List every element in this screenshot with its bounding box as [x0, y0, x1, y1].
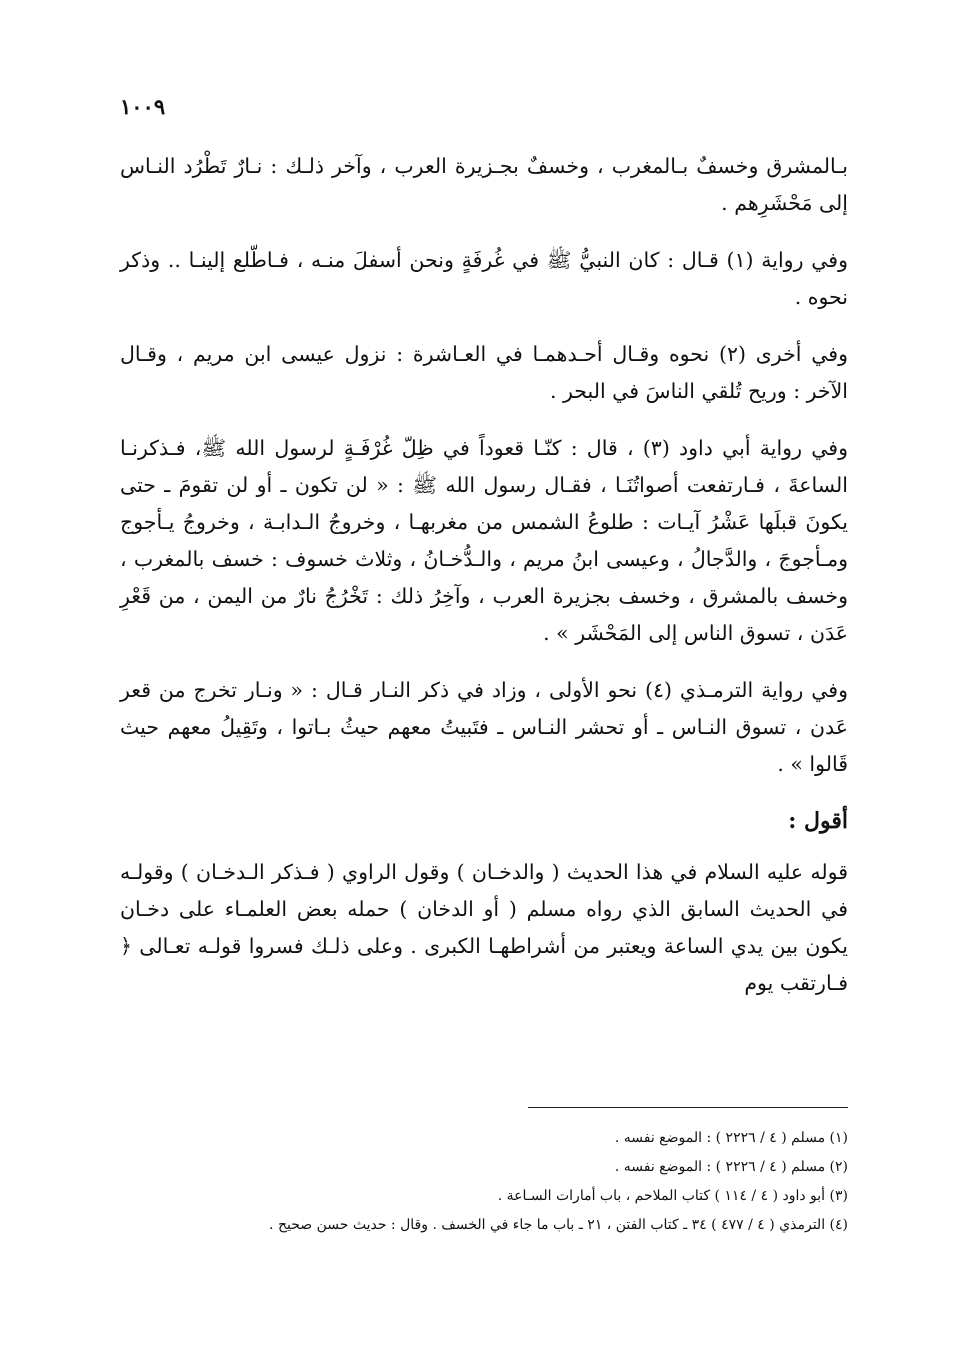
page-number: ١٠٠٩	[120, 94, 166, 119]
page-body	[120, 148, 848, 1022]
footnote-divider	[528, 1107, 848, 1108]
footnote-3: (٣) أبو داود ( ٤ / ١١٤ ) كتاب الملاحم ، باب أمارات السـاعة .	[497, 1188, 848, 1204]
footnote-1: (١) مسلم ( ٤ / ٢٢٢٦ ) : الموضع نفسه .	[614, 1130, 848, 1146]
paragraph-2: وفي رواية (١) قـال : كان النبيُّ ﷺ في غُرفَةٍ ونحن أسفلَ منـه ، فـاطّلع إلينـا .. وذكر نحوه .	[120, 248, 848, 309]
commentary-paragraph: قوله عليه السلام في هذا الحديث ( والدخـان ) وقول الراوي ( فـذكر الـدخـان ) وقولـه في الحديث السابق الذي رواه مسلم ( أو الدخان ) حمله بعض العلمـاء على دخـان يكون بين يدي الساعة ويعتبر من أشراطهـا الكبرى . وعلى ذلـك فسروا قولـه تعـالى ﴿ فـارتقب يوم	[120, 860, 848, 995]
footnote-2: (٢) مسلم ( ٤ / ٢٢٢٦ ) : الموضع نفسه .	[614, 1159, 848, 1175]
paragraph-3: وفي أخرى (٢) نحوه وقـال أحـدهمـا في العـاشرة : نزول عيسى ابن مريم ، وقـال الآخر : وريح تُلقي الناسَ في البحر .	[120, 342, 848, 403]
paragraph-5: وفي رواية الترمـذي (٤) نحو الأولى ، وزاد في ذكر النـار قـال : « ونـار تخرج من قعر عَدن ، تسوق النـاس ـ أو تحشر النـاس ـ فتَبيتُ معهم حيثُ بـاتوا ، وتَقِيلُ معهم حيث قَالوا » .	[120, 678, 848, 776]
footnote-4: (٤) الترمذي ( ٤ / ٤٧٧ ) ٣٤ ـ كتاب الفتن ، ٢١ ـ باب ما جاء في الخسف . وقال : حديث حسن صحيح .	[269, 1217, 848, 1233]
paragraph-1: بـالمشرق وخسفٌ بـالمغرب ، وخسفٌ بجـزيرة العرب ، وآخر ذلـك : نـارٌ تَطْرُد النـاس إلى مَحْشَرِهم .	[120, 154, 848, 215]
footnotes	[120, 1124, 848, 1240]
paragraph-4: وفي رواية أبي داود (٣) ، قال : كنّـا قعوداً في ظِلّ غُرْفَـةٍ لرسول الله ﷺ، فـذكرنـا الساعةَ ، فـارتفعت أصواتُنَـا ، فقـال رسول الله ﷺ : « لن تكون ـ أو لن تقومَ ـ حتى يكونَ قبلَها عَشْرُ آيـات : طلوعُ الشمس من مغربهـا ، وخروجُ الـدابـة ، وخروجُ يـأجوج ومـأجوجَ ، والدَّجالُ ، وعيسى ابنُ مريم ، والـدُّخـانُ ، وثلاث خسوف : خسف بالمغرب ، وخسف بالمشرق ، وخسف بجزيرة العرب ، وآخِرُ ذلك : تَخْرُجُ نارٌ من اليمن ، من قَعْرِ عَدَن ، تسوق الناس إلى المَحْشَر » .	[120, 436, 848, 645]
section-heading: أقول :	[788, 808, 848, 834]
